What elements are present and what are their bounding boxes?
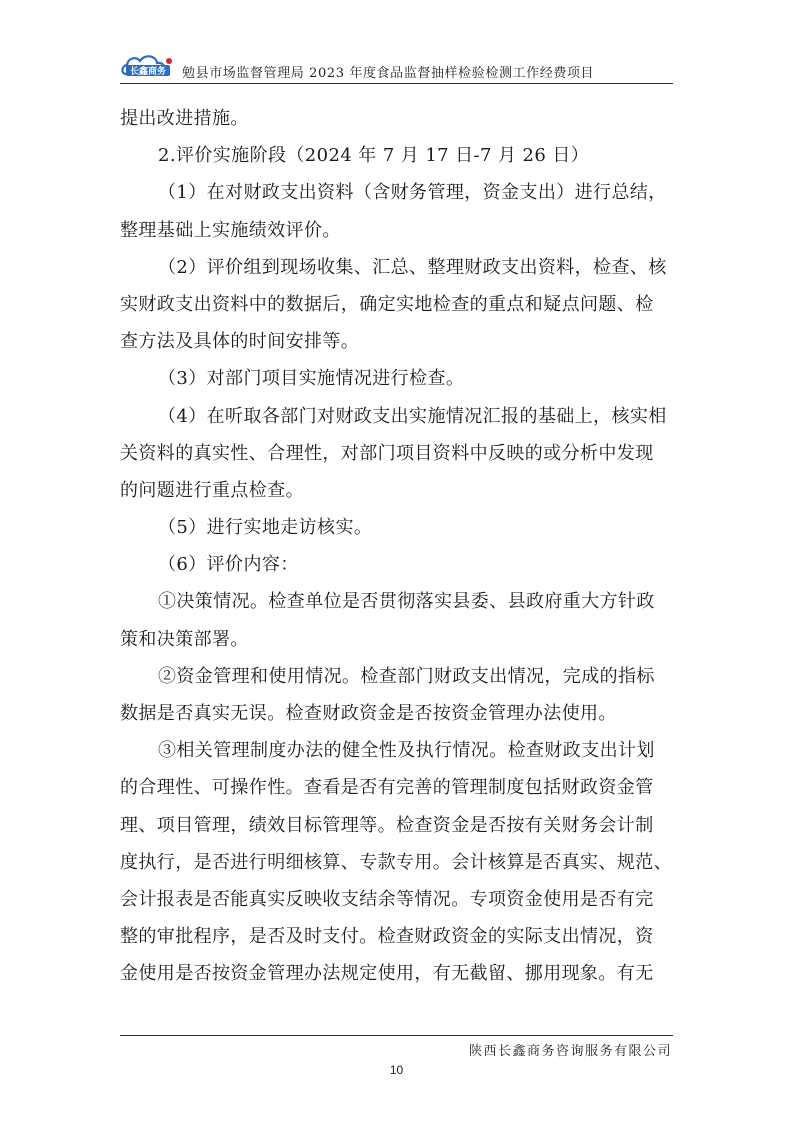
paragraph-line: ②资金管理和使用情况。检查部门财政支出情况，完成的指标	[158, 665, 655, 687]
paragraph-line: 策和决策部署。	[120, 628, 249, 650]
paragraph-line: （5）进行实地走访核实。	[158, 517, 373, 539]
paragraph-line: （1）在对财政支出资料（含财务管理，资金支出）进行总结，	[158, 182, 667, 204]
paragraph-line: 关资料的真实性、合理性，对部门项目资料中反映的或分析中发现	[120, 442, 654, 464]
paragraph-line: 实财政支出资料中的数据后，确定实地检查的重点和疑点问题、检	[120, 293, 654, 315]
paragraph-line: 的合理性、可操作性。查看是否有完善的管理制度包括财政资金管	[120, 777, 654, 799]
paragraph-line: 提出改进措施。	[120, 108, 249, 129]
paragraph-line: ③相关管理制度办法的健全性及执行情况。检查财政支出计划	[158, 740, 655, 762]
paragraph-line: 的问题进行重点检查。	[120, 479, 304, 501]
company-logo	[120, 52, 178, 80]
paragraph-line: 会计报表是否能真实反映收支结余等情况。专项资金使用是否有完	[120, 888, 654, 910]
footer-company-name: 陕西长鑫商务咨询服务有限公司	[468, 1044, 672, 1059]
paragraph-line: 理、项目管理，绩效目标管理等。检查资金是否按有关财务会计制	[120, 814, 654, 836]
page-header	[120, 50, 673, 84]
paragraph-line: （6）评价内容：	[158, 554, 299, 576]
paragraph-line: 整的审批程序，是否及时支付。检查财政资金的实际支出情况，资	[120, 926, 654, 948]
paragraph-line: 整理基础上实施绩效评价。	[120, 219, 341, 241]
document-body	[120, 100, 680, 993]
cloud-logo-icon	[120, 52, 178, 80]
paragraph-line: ①决策情况。检查单位是否贯彻落实县委、县政府重大方针政	[158, 591, 655, 613]
header-divider	[120, 83, 673, 84]
paragraph-line: 2.评价实施阶段（2024 年 7 月 17 日-7 月 26 日）	[158, 145, 590, 167]
paragraph-line: 查方法及具体的时间安排等。	[120, 331, 360, 353]
paragraph-line: 金使用是否按资金管理办法规定使用，有无截留、挪用现象。有无	[120, 963, 654, 985]
paragraph-line: 数据是否真实无误。检查财政资金是否按资金管理办法使用。	[120, 703, 617, 724]
page-number: 10	[389, 1063, 404, 1077]
header-title: 勉县市场监督管理局 2023 年度食品监督抽样检验检测工作经费项目	[182, 66, 595, 81]
paragraph-line: 度执行，是否进行明细核算、专款专用。会计核算是否真实、规范、	[120, 851, 672, 873]
logo-text: 长鑫商务	[129, 67, 167, 77]
footer-divider	[120, 1035, 673, 1036]
paragraph-line: （4）在听取各部门对财政支出实施情况汇报的基础上，核实相	[158, 405, 667, 427]
paragraph-line: （2）评价组到现场收集、汇总、整理财政支出资料，检查、核	[158, 256, 667, 278]
paragraph-line: （3）对部门项目实施情况进行检查。	[158, 368, 465, 390]
